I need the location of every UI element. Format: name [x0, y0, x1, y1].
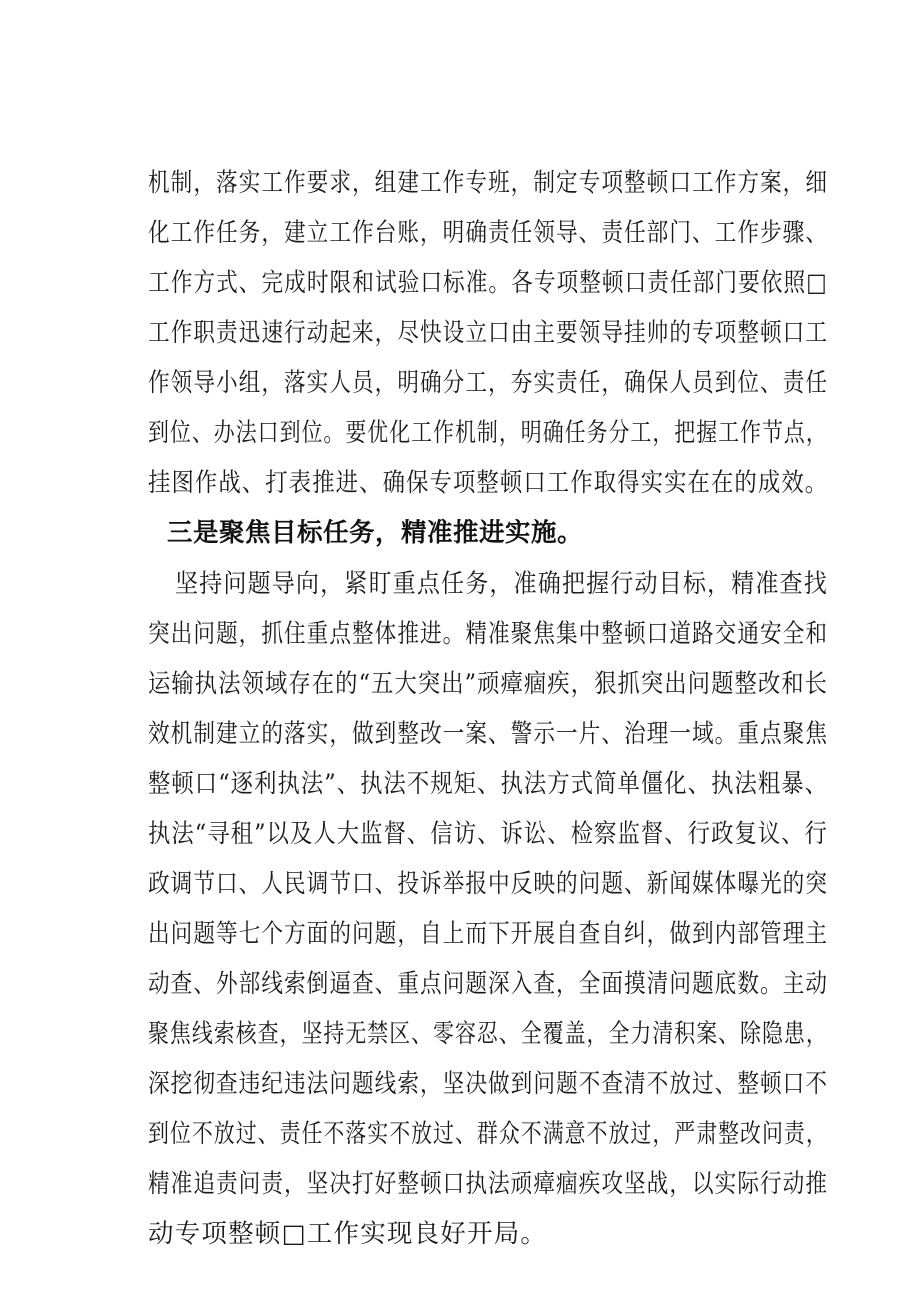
paragraph-2-line-7: 政调节口、人民调节口、投诉举报中反映的问题、新闻媒体曝光的突: [148, 869, 829, 899]
paragraph-1-line-3: 工作方式、完成时限和试验口标准。各专项整顿口责任部门要依照□: [148, 268, 828, 298]
paragraph-2-line-6: 执法“寻租”以及人大监督、信访、诉讼、检察监督、行政复议、行: [148, 819, 829, 849]
paragraph-2-line-10: 聚焦线索核查，坚持无禁区、零容忍、全覆盖，全力清积案、除隐患，: [148, 1019, 828, 1049]
paragraph-2-line-12: 到位不放过、责任不落实不放过、群众不满意不放过，严肃整改问责，: [148, 1119, 828, 1149]
paragraph-1-line-5: 作领导小组，落实人员，明确分工，夯实责任，确保人员到位、责任: [148, 368, 829, 398]
paragraph-2-line-2: 突出问题，抓住重点整体推进。精准聚焦集中整顿口道路交通安全和: [148, 619, 829, 649]
paragraph-2-line-9: 动查、外部线索倒逼查、重点问题深入查，全面摸清问题底数。主动: [148, 969, 829, 999]
section-heading: 三是聚焦目标任务，精准推进实施。: [167, 518, 584, 548]
paragraph-1-line-1: 机制，落实工作要求，组建工作专班，制定专项整顿口工作方案，细: [148, 168, 829, 198]
paragraph-2-line-14: 动专项整顿□工作实现良好开局。: [148, 1219, 548, 1249]
paragraph-2-line-4: 效机制建立的落实，做到整改一案、警示一片、治理一域。重点聚焦: [148, 719, 829, 749]
paragraph-2-line-8: 出问题等七个方面的问题，自上而下开展自查自纠，做到内部管理主: [148, 919, 829, 949]
paragraph-1-line-6: 到位、办法口到位。要优化工作机制，明确任务分工，把握工作节点，: [148, 418, 828, 448]
paragraph-1-line-4: 工作职责迅速行动起来，尽快设立口由主要领导挂帅的专项整顿口工: [148, 318, 829, 348]
paragraph-1-line-7: 挂图作战、打表推进、确保专项整顿口工作取得实实在在的成效。: [148, 468, 829, 498]
paragraph-2-line-5: 整顿口“逐利执法”、执法不规矩、执法方式简单僵化、执法粗暴、: [148, 769, 829, 799]
paragraph-2-line-3: 运输执法领域存在的“五大突出”顽瘴痼疾，狠抓突出问题整改和长: [148, 669, 829, 699]
paragraph-1-line-2: 化工作任务，建立工作台账，明确责任领导、责任部门、工作步骤、: [148, 218, 829, 248]
paragraph-2-line-11: 深挖彻查违纪违法问题线索，坚决做到问题不查清不放过、整顿口不: [148, 1069, 829, 1099]
paragraph-2-line-1: 坚持问题导向，紧盯重点任务，准确把握行动目标，精准查找: [175, 569, 828, 599]
paragraph-2-line-13: 精准追责问责，坚决打好整顿口执法顽瘴痼疾攻坚战，以实际行动推: [148, 1169, 829, 1199]
